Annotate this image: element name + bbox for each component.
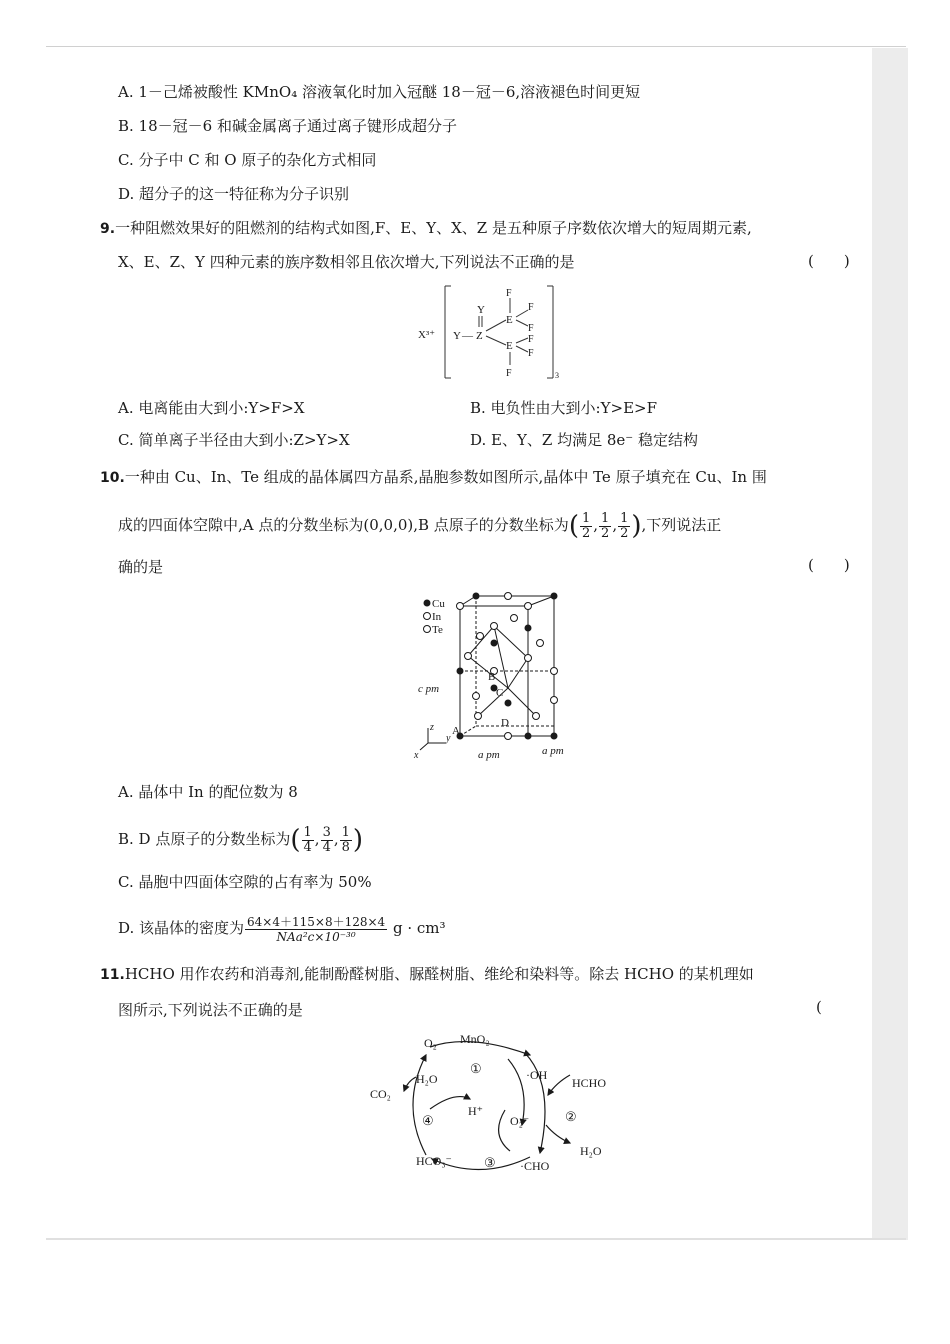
q9-f-1: F bbox=[506, 288, 512, 299]
q9-stem-line1 bbox=[100, 218, 752, 239]
q10-label-a-pm-right: a pm bbox=[542, 745, 564, 757]
top-edge-line bbox=[46, 46, 906, 47]
q10-text2b: ,下列说法正 bbox=[641, 516, 722, 534]
q9-f-2: F bbox=[528, 302, 534, 313]
q10-option-d bbox=[118, 908, 446, 948]
q9-answer-paren: ( ) bbox=[808, 252, 850, 270]
legend-te-dot bbox=[424, 626, 431, 633]
q10-d-y: $\frac{3}{4}$ bbox=[322, 824, 331, 855]
q11-mechanism-cycle-diagram bbox=[360, 1025, 640, 1185]
q10-label-A: A bbox=[452, 725, 460, 737]
species-hco3: HCO₃⁻ bbox=[416, 1154, 452, 1168]
q10-stem-line3: 确的是 bbox=[118, 558, 164, 576]
q9-cation: X³⁺ bbox=[418, 329, 436, 341]
q10-number: 10. bbox=[100, 470, 125, 486]
q9-e-lower: E bbox=[506, 340, 513, 352]
q8-option-c: C. 分子中 C 和 O 原子的杂化方式相同 bbox=[118, 151, 377, 169]
q8-option-d: D. 超分子的这一特征称为分子识别 bbox=[118, 185, 350, 203]
scan-margin-strip bbox=[872, 48, 908, 1240]
species-mno2: MnO₂ bbox=[460, 1032, 490, 1046]
q10-b-z: $\frac{1}{2}$ bbox=[620, 510, 629, 541]
species-co2: CO₂ bbox=[370, 1087, 391, 1101]
q11-answer-paren: ( bbox=[816, 998, 822, 1016]
step-3: ③ bbox=[484, 1155, 496, 1170]
q10-d-z: $\frac{1}{8}$ bbox=[341, 824, 350, 855]
q10-b-x: $\frac{1}{2}$ bbox=[581, 510, 591, 541]
legend-cu-dot bbox=[424, 600, 431, 607]
step-4: ④ bbox=[422, 1113, 434, 1128]
q9-f-3: F bbox=[528, 323, 534, 334]
q9-f-5: F bbox=[528, 348, 534, 359]
q10-option-c: C. 晶胞中四面体空隙的占有率为 50% bbox=[118, 873, 372, 891]
q10-stem-line1 bbox=[100, 467, 767, 488]
legend-cu: Cu bbox=[432, 598, 445, 610]
q10-axis-y: y bbox=[446, 733, 451, 744]
q10-b-y: $\frac{1}{2}$ bbox=[601, 510, 610, 541]
q10-density-unit: g · cm³ bbox=[392, 919, 446, 937]
species-cho: ·CHO bbox=[520, 1159, 550, 1173]
q8-option-b: B. 18－冠－6 和碱金属离子通过离子键形成超分子 bbox=[118, 117, 457, 135]
q9-f-6: F bbox=[506, 368, 512, 379]
q9-dash: — bbox=[462, 330, 473, 342]
step-1: ① bbox=[470, 1061, 482, 1076]
q10-option-b: B. D 点原子的分数坐标为( $\frac{1}{4}$ , $\frac{3}{4}$ , $\frac{1}{8}$ ) bbox=[118, 824, 364, 855]
species-h2o-a: H₂O bbox=[416, 1072, 438, 1086]
species-h-plus: H⁺ bbox=[468, 1104, 483, 1118]
species-oh: ·OH bbox=[526, 1068, 548, 1082]
bottom-edge-line bbox=[46, 1238, 906, 1240]
legend-in-dot bbox=[424, 613, 431, 620]
q10-answer-paren: ( ) bbox=[808, 556, 850, 574]
species-h2o-b: H₂O bbox=[580, 1144, 602, 1158]
q9-number: 9. bbox=[100, 221, 116, 237]
q9-z: Z bbox=[476, 330, 483, 342]
q11-text1: HCHO 用作农药和消毒剂,能制酚醛树脂、脲醛树脂、维纶和染料等。除去 HCHO 的某机理如 bbox=[124, 965, 754, 983]
species-o2: O₂ bbox=[424, 1036, 437, 1050]
q10-axis-z: z bbox=[430, 722, 434, 733]
species-hcho: HCHO bbox=[572, 1076, 607, 1090]
q9-option-a: A. 电离能由大到小:Y>F>X bbox=[118, 399, 305, 417]
q9-text1: 一种阻燃效果好的阻燃剂的结构式如图,F、E、Y、X、Z 是五种原子序数依次增大的短周期元素, bbox=[115, 219, 752, 237]
q11-stem-line2: 图所示,下列说法不正确的是 bbox=[118, 1001, 303, 1019]
q10-axis-x: x bbox=[414, 750, 419, 761]
q10-text2a: 成的四面体空隙中,A 点的分数坐标为(0,0,0),B 点原子的分数坐标为 bbox=[118, 516, 569, 534]
q9-structure-diagram bbox=[410, 282, 570, 382]
legend-in: In bbox=[432, 611, 442, 623]
step-2: ② bbox=[565, 1109, 577, 1124]
q10-crystal-cell-diagram bbox=[408, 588, 608, 768]
q9-e-upper: E bbox=[506, 314, 513, 326]
species-o2-minus: O₂⁻ bbox=[510, 1114, 530, 1128]
q10-option-a: A. 晶体中 In 的配位数为 8 bbox=[118, 783, 298, 801]
q10-stem-line2: 成的四面体空隙中,A 点的分数坐标为(0,0,0),B 点原子的分数坐标为( $\frac{1}{2}$ , $\frac{1}{2}$ , $\frac{1}{2}$ ),下列说法正 bbox=[118, 510, 722, 541]
q9-y-left: Y bbox=[453, 330, 461, 342]
q10-label-a-pm-bottom: a pm bbox=[478, 749, 500, 761]
q9-option-d: D. E、Y、Z 均满足 8e⁻ 稳定结构 bbox=[470, 431, 698, 449]
legend-te: Te bbox=[432, 624, 443, 636]
q9-stem-line2: X、E、Z、Y 四种元素的族序数相邻且依次增大,下列说法不正确的是 bbox=[118, 253, 575, 271]
q9-f-4: F bbox=[528, 334, 534, 345]
q10-text1: 一种由 Cu、In、Te 组成的晶体属四方晶系,晶胞参数如图所示,晶体中 Te 原子填充在 Cu、In 围 bbox=[124, 468, 767, 486]
q10-label-B: B bbox=[488, 671, 496, 683]
q11-number: 11. bbox=[100, 967, 125, 983]
q9-y-top: Y bbox=[477, 304, 485, 316]
q11-stem-line1 bbox=[100, 964, 754, 985]
q10-label-c-pm: c pm bbox=[418, 683, 440, 695]
q10-label-D: D bbox=[501, 717, 509, 729]
q9-bracket-charge: 3 bbox=[555, 371, 559, 380]
q9-option-c: C. 简单离子半径由大到小:Z>Y>X bbox=[118, 431, 350, 449]
q10-option-b-text: B. D 点原子的分数坐标为 bbox=[118, 830, 291, 848]
q10-option-d-text: D. 该晶体的密度为 bbox=[118, 919, 245, 937]
q10-density-fraction: $\frac{64\times 4+115\times 8+128\times 4}{\text{NAa²c×10⁻³⁰}}$ bbox=[247, 914, 386, 944]
q10-d-x: $\frac{1}{4}$ bbox=[303, 824, 312, 855]
q9-option-b: B. 电负性由大到小:Y>E>F bbox=[470, 399, 658, 417]
q10-label-C: C bbox=[496, 687, 504, 699]
q8-option-a: A. 1－己烯被酸性 KMnO₄ 溶液氧化时加入冠醚 18－冠－6,溶液褪色时间更短 bbox=[118, 83, 641, 101]
